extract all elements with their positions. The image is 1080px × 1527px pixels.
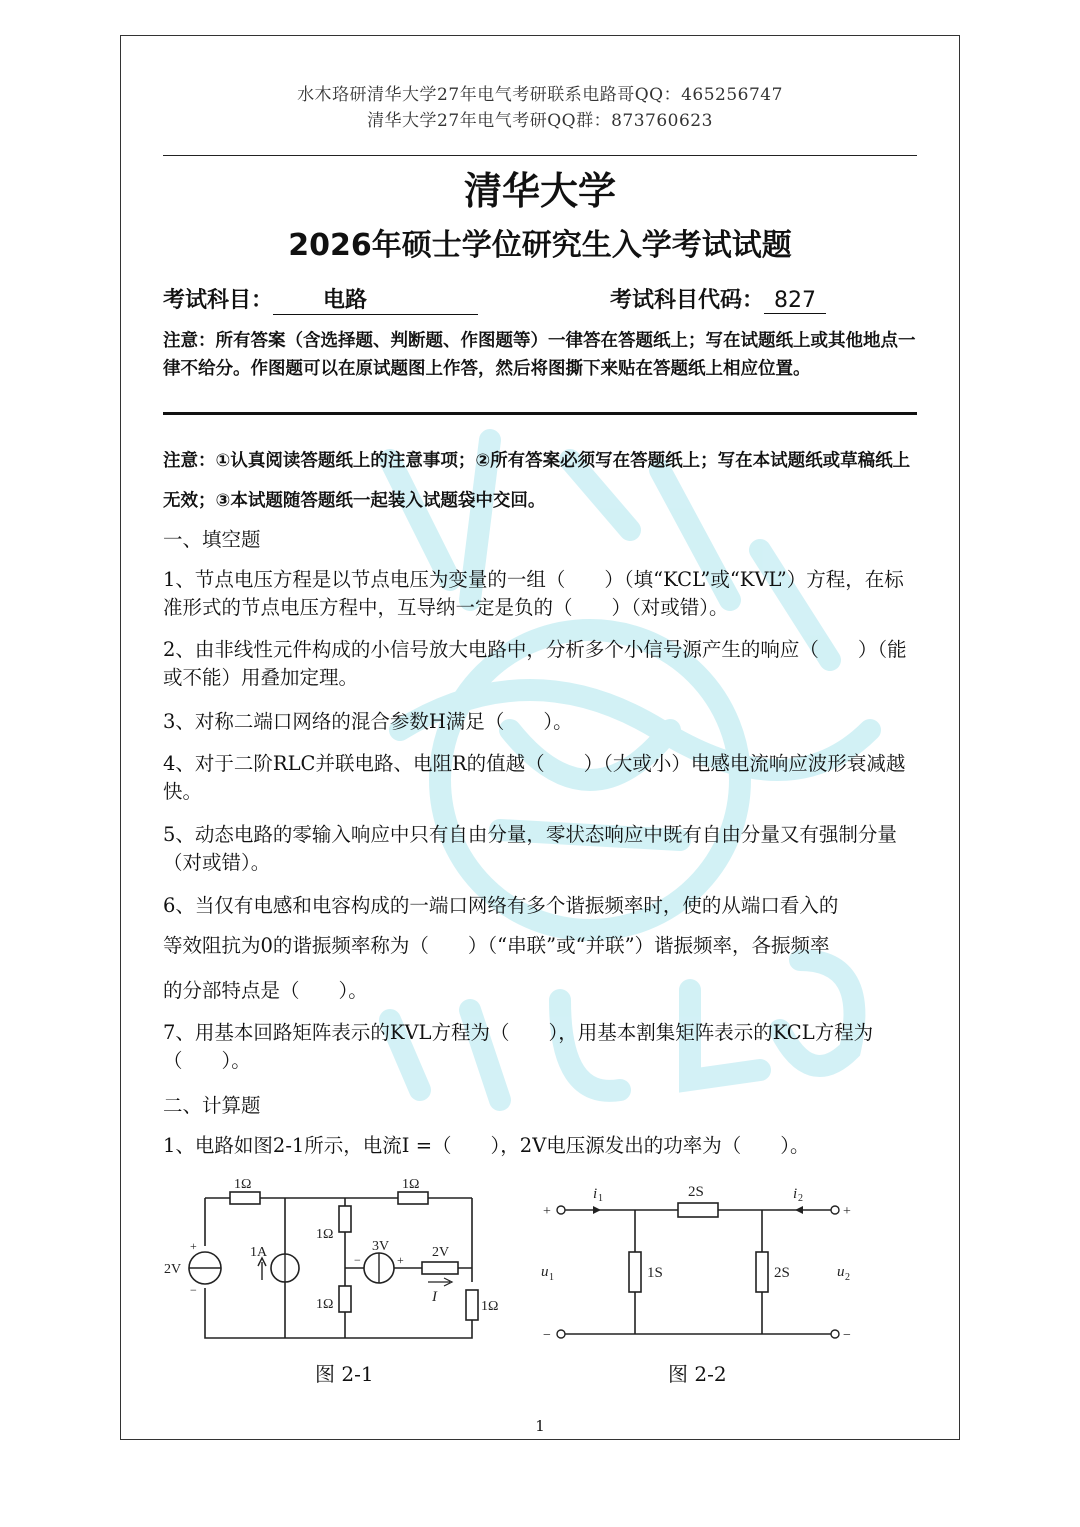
answer-notice: 注意：所有答案（含选择题、判断题、作图题等）一律答在答题纸上；写在试题纸上或其他地点一律不给分。作图题可以在原试题图上作答，然后将图撕下来贴在答题纸上相应位置。 <box>163 331 916 379</box>
question-7: 7、用基本回路矩阵表示的KVL方程为（ ），用基本割集矩阵表示的KCL方程为（ ）。 <box>163 1021 874 1072</box>
conductance-right-2s <box>756 1252 768 1292</box>
label-i2: i <box>793 1186 798 1202</box>
circuit-figure-2-2 <box>535 1170 865 1360</box>
label-plus-right: + <box>843 1204 851 1219</box>
header-group-line: 清华大学27年电气考研QQ群：873760623 <box>367 111 713 131</box>
arrow-i2 <box>795 1206 803 1214</box>
label-r-right: 1Ω <box>481 1299 499 1314</box>
label-current-i: I <box>432 1289 437 1305</box>
label-g-right: 2S <box>774 1265 790 1281</box>
notice-divider <box>163 412 917 415</box>
terminal-left-top <box>557 1206 565 1214</box>
label-u1: u <box>541 1264 549 1280</box>
label-vsrc-left: 2V <box>164 1262 182 1277</box>
label-vsrc-small: 2V <box>432 1245 450 1260</box>
question-3: 3、对称二端口网络的混合参数H满足（ ）。 <box>163 710 573 733</box>
header-contact-line: 水木珞研清华大学27年电气考研联系电路哥QQ：465256747 <box>297 85 783 105</box>
voltage-source-2v-small <box>422 1262 458 1274</box>
label-u2: u <box>837 1264 845 1280</box>
label-plus-mid: + <box>397 1253 404 1267</box>
label-minus-mid: − <box>354 1253 361 1267</box>
subject-code-row <box>610 283 826 314</box>
header-divider <box>163 155 917 156</box>
figure-2-1-caption: 图 2-1 <box>315 1362 374 1386</box>
arrow-i1 <box>593 1206 601 1214</box>
label-vsrc-mid: 3V <box>372 1239 390 1254</box>
label-plus-left: + <box>543 1204 551 1219</box>
conductance-series-2s <box>678 1203 718 1217</box>
label-i1: i <box>593 1186 598 1202</box>
resistor-top-right <box>398 1192 428 1204</box>
label-minus-left: − <box>543 1328 551 1343</box>
label-isrc: 1A <box>250 1245 268 1260</box>
exam-instructions: 注意：①认真阅读答题纸上的注意事项；②所有答案必须写在答题纸上；写在本试题纸或草稿纸上无效；③本试题随答题纸一起装入试题袋中交回。 <box>163 451 911 511</box>
question-1: 1、节点电压方程是以节点电压为变量的一组（ ）（填“KCL”或“KVL”）方程，在标准形式的节点电压方程中，互导纳一定是负的（ ）（对或错）。 <box>163 568 904 619</box>
subject-label: 考试科目： <box>163 288 274 313</box>
page-number: 1 <box>535 1417 545 1435</box>
figure-2-2-caption: 图 2-2 <box>668 1362 727 1386</box>
label-u1-sub: 1 <box>549 1272 554 1283</box>
conductance-left-1s <box>629 1252 641 1292</box>
section-calc-title: 二、计算题 <box>163 1094 261 1117</box>
subject-code: 827 <box>764 288 826 314</box>
section-fill-in-title: 一、填空题 <box>163 528 261 551</box>
calc-question-1: 1、电路如图2-1所示，电流I =（ ），2V电压源发出的功率为（ ）。 <box>163 1134 810 1157</box>
resistor-right <box>466 1290 478 1320</box>
label-r-mid-lower: 1Ω <box>316 1297 334 1312</box>
label-r-mid-upper: 1Ω <box>316 1227 334 1242</box>
label-minus-right: − <box>843 1328 851 1343</box>
label-i2-sub: 2 <box>798 1193 803 1204</box>
question-6-line1: 6、当仅有电感和电容构成的一端口网络有多个谐振频率时，使的从端口看入的 <box>163 894 839 917</box>
current-source-arrow <box>258 1258 266 1280</box>
terminal-right-bottom <box>831 1330 839 1338</box>
current-arrow-i <box>428 1278 452 1286</box>
label-r-top-right: 1Ω <box>402 1177 420 1192</box>
resistor-top-left <box>230 1192 260 1204</box>
subject-name: 电路 <box>273 283 478 315</box>
subject-code-label: 考试科目代码： <box>610 288 765 313</box>
label-plus-left: + <box>190 1239 197 1253</box>
terminal-right-top <box>831 1206 839 1214</box>
label-i1-sub: 1 <box>598 1193 603 1204</box>
question-4: 4、对于二阶RLC并联电路、电阻R的值越（ ）（大或小）电感电流响应波形衰减越快。 <box>163 752 906 803</box>
circuit-figure-2-1 <box>150 1170 510 1360</box>
label-u2-sub: 2 <box>845 1272 850 1283</box>
question-2: 2、由非线性元件构成的小信号放大电路中，分析多个小信号源产生的响应（ ）（能或不能）用叠加定理。 <box>163 638 907 689</box>
exam-title: 2026年硕士学位研究生入学考试试题 <box>288 228 792 263</box>
question-5: 5、动态电路的零输入响应中只有自由分量，零状态响应中既有自由分量又有强制分量（对或错）。 <box>163 823 897 874</box>
question-6-line2: 等效阻抗为0的谐振频率称为（ ）（“串联”或“并联”）谐振频率，各振频率 <box>163 934 830 957</box>
label-g-series: 2S <box>688 1184 704 1200</box>
question-6-line3: 的分部特点是（ ）。 <box>163 979 368 1002</box>
school-title: 清华大学 <box>463 169 616 213</box>
resistor-mid-lower <box>339 1286 351 1312</box>
subject-row <box>163 283 478 315</box>
label-minus-left: − <box>190 1283 197 1297</box>
label-g-left: 1S <box>647 1265 663 1281</box>
resistor-mid-upper <box>339 1206 351 1232</box>
terminal-left-bottom <box>557 1330 565 1338</box>
label-r-top-left: 1Ω <box>234 1177 252 1192</box>
